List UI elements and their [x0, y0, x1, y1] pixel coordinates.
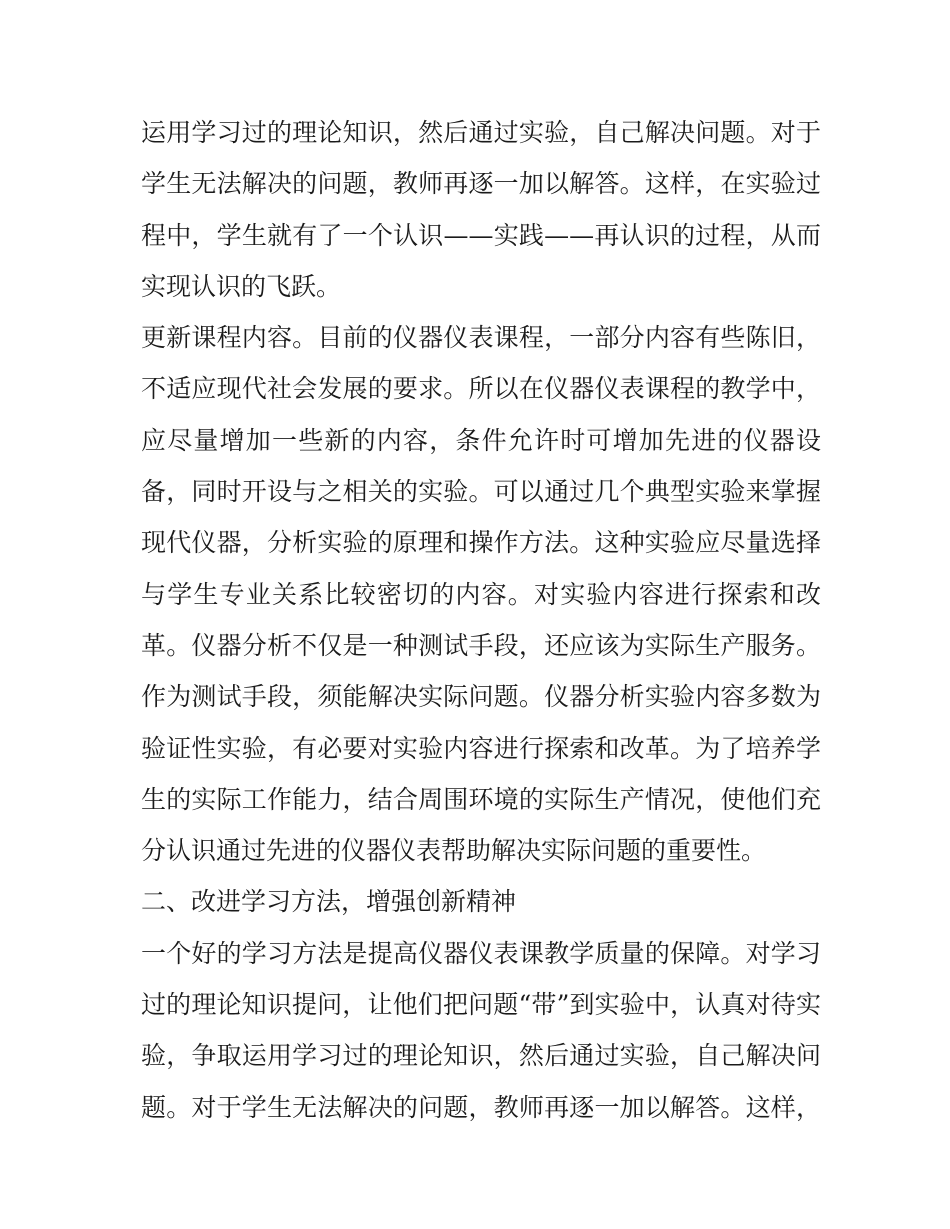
text-line: 不适应现代社会发展的要求。所以在仪器仪表课程的教学中， — [141, 374, 821, 404]
text-line: 一个好的学习方法是提高仪器仪表课教学质量的保障。对学习 — [141, 938, 821, 968]
text-line: 备，同时开设与之相关的实验。可以通过几个典型实验来掌握 — [141, 477, 821, 507]
section-heading: 二、改进学习方法，增强创新精神 — [141, 887, 517, 917]
text-line: 应尽量增加一些新的内容，条件允许时可增加先进的仪器设 — [141, 425, 821, 455]
text-line: 作为测试手段，须能解决实际问题。仪器分析实验内容多数为 — [141, 682, 821, 712]
text-line: 生的实际工作能力，结合周围环境的实际生产情况，使他们充 — [141, 784, 821, 814]
text-line: 验，争取运用学习过的理论知识，然后通过实验，自己解决问 — [141, 1041, 821, 1071]
text-line: 革。仪器分析不仅是一种测试手段，还应该为实际生产服务。 — [141, 630, 821, 660]
text-line: 更新课程内容。目前的仪器仪表课程，一部分内容有些陈旧， — [141, 323, 821, 353]
text-line: 现代仪器，分析实验的原理和操作方法。这种实验应尽量选择 — [141, 528, 821, 558]
text-line: 题。对于学生无法解决的问题，教师再逐一加以解答。这样， — [141, 1092, 821, 1122]
text-line: 过的理论知识提问，让他们把问题“带”到实验中，认真对待实 — [141, 990, 821, 1020]
text-line: 与学生专业关系比较密切的内容。对实验内容进行探索和改 — [141, 579, 821, 609]
text-line: 运用学习过的理论知识，然后通过实验，自己解决问题。对于 — [141, 118, 821, 147]
text-line: 学生无法解决的问题，教师再逐一加以解答。这样，在实验过 — [141, 169, 821, 199]
document-body — [141, 107, 821, 1133]
text-line: 实现认识的飞跃。 — [141, 271, 342, 301]
text-line: 分认识通过先进的仪器仪表帮助解决实际问题的重要性。 — [141, 836, 767, 866]
text-line: 程中，学生就有了一个认识——实践——再认识的过程，从而 — [141, 220, 821, 250]
text-line: 验证性实验，有必要对实验内容进行探索和改革。为了培养学 — [141, 733, 821, 763]
